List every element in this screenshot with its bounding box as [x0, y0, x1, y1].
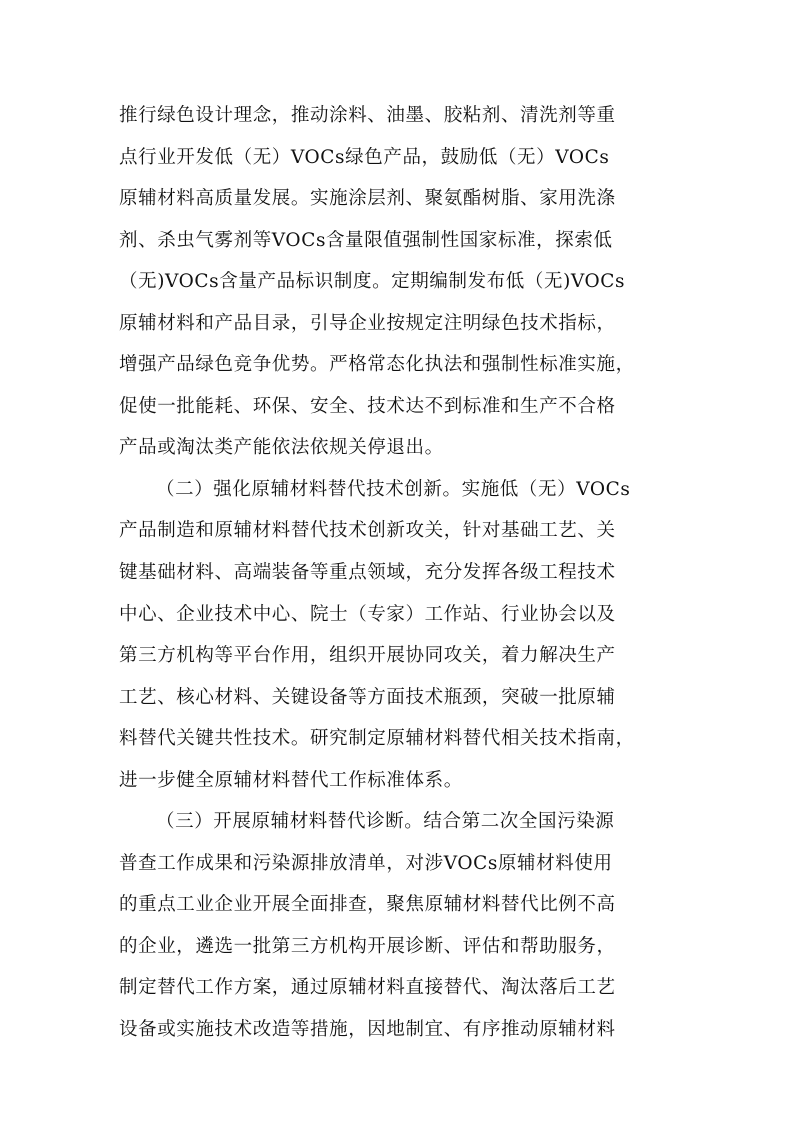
paragraph-heading-line: （三）开展原辅材料替代诊断。结合第二次全国污染源: [156, 811, 615, 833]
text-line: 推行绿色设计理念，推动涂料、油墨、胶粘剂、清洗剂等重: [119, 105, 616, 126]
text-line: 工艺、核心材料、关键设备等方面技术瓶颈，突破一批原辅: [119, 686, 616, 708]
text-line: 普查工作成果和污染源排放清单，对涉VOCs原辅材料使用: [119, 852, 613, 874]
document-body: [119, 95, 679, 1051]
text-line: 料替代关键共性技术。研究制定原辅材料替代相关技术指南，: [119, 728, 635, 750]
text-line: 原辅材料高质量发展。实施涂层剂、聚氨酯树脂、家用洗涤: [119, 188, 616, 210]
text-line: 制定替代工作方案，通过原辅材料直接替代、淘汰落后工艺: [119, 977, 616, 999]
text-line: 的企业，遴选一批第三方机构开展诊断、评估和帮助服务，: [119, 935, 616, 957]
text-line: 进一步健全原辅材料替代工作标准体系。: [119, 769, 463, 791]
text-line: 的重点工业企业开展全面排查，聚焦原辅材料替代比例不高: [119, 894, 616, 916]
text-line: 剂、杀虫气雾剂等VOCs含量限值强制性国家标准，探索低: [119, 229, 613, 251]
text-line: 增强产品绿色竞争优势。严格常态化执法和强制性标准实施，: [119, 354, 635, 376]
text-line: 第三方机构等平台作用，组织开展协同攻关，着力解决生产: [119, 645, 616, 667]
text-line: 键基础材料、高端装备等重点领域，充分发挥各级工程技术: [119, 562, 616, 584]
paragraph-heading-line: （二）强化原辅材料替代技术创新。实施低（无）VOCs: [156, 478, 631, 500]
text-line: 原辅材料和产品目录，引导企业按规定注明绿色技术指标，: [119, 312, 616, 334]
text-line: 产品或淘汰类产能依法依规关停退出。: [119, 437, 444, 459]
text-line: 点行业开发低（无）VOCs绿色产品，鼓励低（无）VOCs: [119, 146, 610, 168]
text-line: 设备或实施技术改造等措施，因地制宜、有序推动原辅材料: [119, 1019, 616, 1041]
text-line: 促使一批能耗、环保、安全、技术达不到标准和生产不合格: [119, 395, 616, 417]
text-line: 中心、企业技术中心、院士（专家）工作站、行业协会以及: [119, 603, 616, 625]
text-line: 产品制造和原辅材料替代技术创新攻关，针对基础工艺、关: [119, 520, 616, 542]
text-line: （无)VOCs含量产品标识制度。定期编制发布低（无)VOCs: [119, 271, 626, 293]
